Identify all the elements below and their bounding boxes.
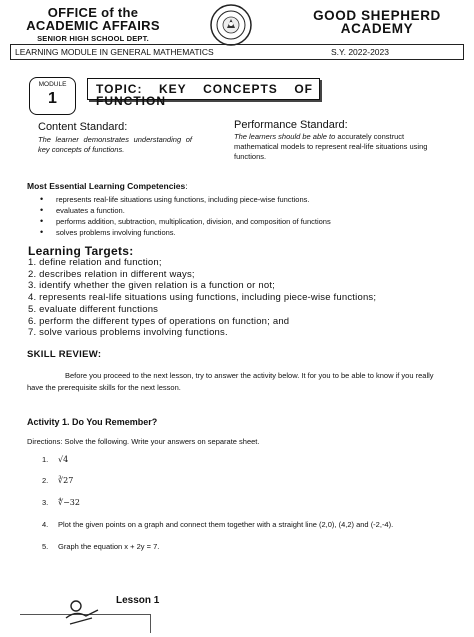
module-title-bar bbox=[10, 44, 464, 60]
list-item: • evaluates a function. bbox=[40, 205, 331, 216]
content-standard-title: Content Standard: bbox=[38, 121, 128, 133]
topic-line2: FUNCTION bbox=[96, 94, 166, 108]
activity-directions: Directions: Solve the following. Write your answers on separate sheet. bbox=[27, 437, 260, 446]
learning-targets-title: Learning Targets: bbox=[28, 244, 134, 258]
list-item: • performs addition, subtraction, multiplication, division, and composition of functions bbox=[40, 216, 331, 227]
activity-title: Activity 1. Do You Remember? bbox=[27, 417, 158, 427]
department: SENIOR HIGH SCHOOL DEPT. bbox=[37, 34, 149, 43]
content-standard-body: The learner demonstrates understanding of key concepts of functions. bbox=[38, 135, 192, 154]
list-item: 6. perform the different types of operations on function; and bbox=[28, 315, 290, 327]
list-item: 5. evaluate different functions bbox=[28, 303, 159, 315]
office-header bbox=[8, 6, 178, 43]
question-item: 3. ∜−32 bbox=[42, 498, 80, 507]
module-subject: LEARNING MODULE IN GENERAL MATHEMATICS bbox=[15, 47, 214, 57]
list-item: 2. describes relation in different ways; bbox=[28, 268, 195, 280]
question-item: 4. Plot the given points on a graph and connect them together with a straight line (2,0), (4,2) and (-2,-4). bbox=[42, 520, 394, 529]
module-number: 1 bbox=[48, 90, 57, 107]
list-item: 1. define relation and function; bbox=[28, 257, 162, 268]
office-line1: OFFICE of the bbox=[47, 5, 139, 20]
melc-list bbox=[40, 194, 331, 238]
question-item: 2. ∛27 bbox=[42, 476, 74, 485]
list-item: • solves problems involving functions. bbox=[40, 227, 331, 238]
skill-review-body: Before you proceed to the next lesson, try to answer the activity below. It for you to be able to know if you really have the prerequisite skills for the next lesson. bbox=[27, 371, 434, 392]
list-item: 3. identify whether the given relation is a function or not; bbox=[28, 280, 275, 292]
question-item: 5. Graph the equation x + 2y = 7. bbox=[42, 542, 160, 551]
learning-targets-list bbox=[28, 257, 376, 339]
school-year: S.Y. 2022-2023 bbox=[331, 47, 389, 57]
topic-word: TOPIC: bbox=[96, 82, 143, 96]
topic-box bbox=[87, 78, 320, 108]
list-item: 7. solve various problems involving functions. bbox=[28, 327, 228, 339]
performance-standard-rest: accurately construct mathematical models to represent real-life situations using functions. bbox=[234, 132, 428, 161]
book-figure-icon bbox=[62, 598, 102, 632]
lesson-title: Lesson 1 bbox=[116, 595, 160, 606]
school-header bbox=[292, 9, 462, 37]
list-item: 4. represents real-life situations using functions, including piece-wise functions; bbox=[28, 292, 377, 304]
performance-standard-title: Performance Standard: bbox=[234, 119, 348, 131]
school-name-line2: ACADEMY bbox=[340, 21, 414, 36]
school-seal-logo bbox=[210, 4, 252, 46]
performance-standard-italic: The learners should be able to bbox=[234, 132, 336, 141]
skill-review-title: SKILL REVIEW: bbox=[27, 349, 102, 360]
list-item: • represents real-life situations using functions, including piece-wise functions. bbox=[40, 194, 331, 205]
topic-word: CONCEPTS bbox=[203, 82, 278, 96]
module-label: MODULE bbox=[38, 81, 67, 88]
question-item: 1. √4 bbox=[42, 455, 69, 464]
topic-word: OF bbox=[294, 82, 313, 96]
topic-word: KEY bbox=[158, 82, 187, 96]
performance-standard-body bbox=[234, 132, 450, 162]
office-line2: ACADEMIC AFFAIRS bbox=[26, 18, 160, 33]
school-name-line1: GOOD SHEPHERD bbox=[313, 8, 441, 23]
melc-title: Most Essential Learning Competencies: bbox=[27, 181, 188, 191]
module-badge bbox=[29, 77, 76, 115]
